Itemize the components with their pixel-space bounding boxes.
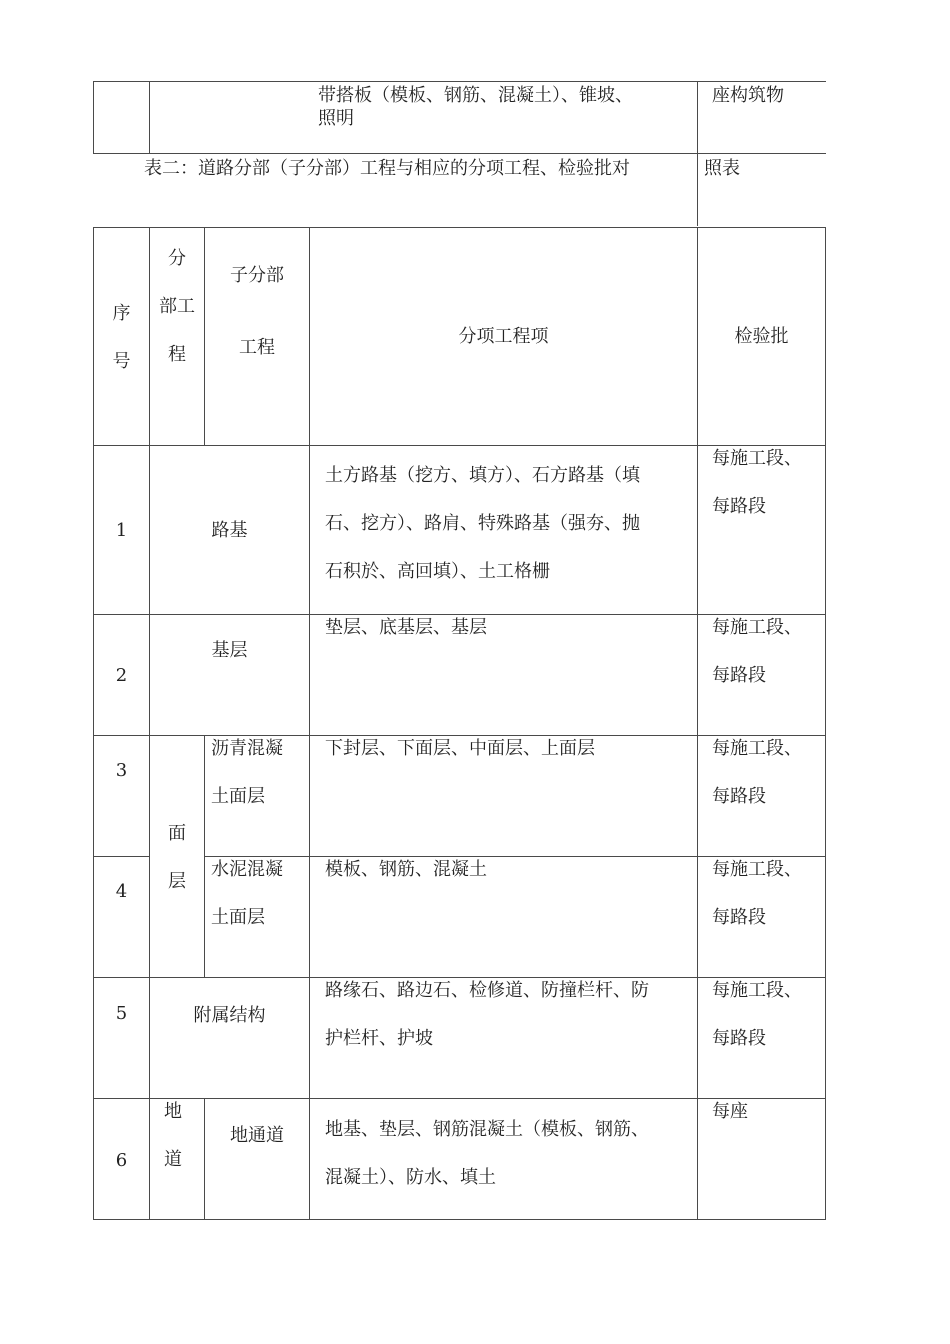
row-4-subdivision-line: 土面层 (211, 907, 265, 928)
row-3-batch-line: 每施工段、 (712, 738, 802, 759)
top-table-border-left (93, 81, 94, 154)
grid-line (825, 227, 826, 1220)
row-4-batch-line: 每施工段、 (712, 859, 802, 880)
division-char: 地 (164, 1101, 182, 1122)
row-3-batch (712, 725, 802, 821)
row-6-division (150, 1088, 196, 1184)
row-5-batch-line: 每施工段、 (712, 980, 802, 1001)
row-1-batch (712, 435, 802, 531)
row-1-seq: 1 (115, 520, 128, 541)
row-2-division: 基层 (211, 640, 248, 661)
table-caption-tail: 照表 (704, 158, 740, 179)
row-5-seq: 5 (115, 1003, 128, 1024)
row-6-items (325, 1106, 649, 1202)
grid-line (697, 227, 698, 1220)
grid-line (204, 735, 205, 978)
header-seq (94, 290, 149, 386)
row-1-batch-line: 每路段 (712, 496, 766, 517)
row-2-items (325, 604, 487, 652)
grid-line (309, 227, 310, 1220)
row-1-items (325, 452, 640, 596)
header-batch: 检验批 (734, 326, 789, 347)
row-5-division: 附属结构 (193, 1005, 266, 1026)
top-row-item-line2: 照明 (318, 108, 354, 129)
row-5-item-line: 路缘石、路边石、检修道、防撞栏杆、防 (325, 980, 649, 1001)
row-3-batch-line: 每路段 (712, 786, 766, 807)
grid-line (204, 1098, 205, 1220)
top-table-divider (149, 81, 150, 154)
row-5-items (325, 967, 649, 1063)
row-6-batch-line: 每座 (712, 1101, 748, 1122)
row-2-item-line: 垫层、底基层、基层 (325, 617, 487, 638)
row-4-subdivision-line: 水泥混凝 (211, 859, 283, 880)
row-5-batch (712, 967, 802, 1063)
row-3-subdivision-line: 沥青混凝 (211, 738, 283, 759)
header-item: 分项工程项 (458, 326, 549, 347)
row-5-item-line: 护栏杆、护坡 (325, 1028, 433, 1049)
row-6-item-line: 混凝土）、防水、填土 (325, 1167, 496, 1188)
division-char: 面 (168, 823, 186, 844)
row-6-subdivision: 地通道 (230, 1125, 284, 1146)
row-2-batch (712, 604, 802, 700)
top-table-border-top (93, 81, 826, 82)
row-1-batch-line: 每施工段、 (712, 448, 802, 469)
header-division-part: 分 (168, 248, 186, 269)
row-4-items (325, 846, 487, 894)
row-3-subdivision-line: 土面层 (211, 786, 265, 807)
row-5-batch-line: 每路段 (712, 1028, 766, 1049)
grid-line (93, 227, 826, 228)
row-3-item-line: 下封层、下面层、中面层、上面层 (325, 738, 595, 759)
header-division-part: 程 (168, 344, 186, 365)
row-2-batch-line: 每施工段、 (712, 617, 802, 638)
row-4-batch (712, 846, 802, 942)
header-subdivision-part: 工程 (239, 337, 275, 358)
row-1-item-line: 土方路基（挖方、填方）、石方路基（填 (325, 465, 640, 486)
top-row-batch: 座构筑物 (712, 85, 784, 106)
row-4-seq: 4 (115, 881, 128, 902)
row-6-seq: 6 (115, 1150, 128, 1171)
grid-line (93, 1219, 826, 1220)
header-seq-char: 序 (112, 303, 131, 324)
top-table-border-bottom (93, 153, 826, 154)
grid-line (93, 856, 150, 857)
header-division-part: 部工 (159, 296, 195, 317)
table-caption: 表二：道路分部（子分部）工程与相应的分项工程、检验批对 (144, 158, 630, 179)
header-subdivision (205, 252, 309, 372)
row-6-item-line: 地基、垫层、钢筋混凝土（模板、钢筋、 (325, 1119, 649, 1140)
row-1-item-line: 石积於、高回填）、土工格栅 (325, 561, 550, 582)
top-table-divider-batch (697, 81, 698, 226)
row-2-batch-line: 每路段 (712, 665, 766, 686)
row-3-seq: 3 (115, 760, 128, 781)
top-row-item-line1: 带搭板（模板、钢筋、混凝土）、锥坡、 (318, 85, 633, 106)
header-subdivision-part: 子分部 (230, 265, 284, 286)
row-3-items (325, 725, 595, 773)
division-char: 层 (168, 871, 186, 892)
row-4-batch-line: 每路段 (712, 907, 766, 928)
row-1-item-line: 石、挖方）、路肩、特殊路基（强夯、抛 (325, 513, 640, 534)
division-char: 道 (164, 1149, 182, 1170)
row-2-seq: 2 (115, 665, 128, 686)
row-1-division: 路基 (211, 520, 248, 541)
row-3-subdivision (211, 725, 283, 821)
row-4-subdivision (211, 846, 283, 942)
rows-3-4-division (150, 810, 204, 906)
row-4-item-line: 模板、钢筋、混凝土 (325, 859, 487, 880)
header-seq-char: 号 (112, 351, 131, 372)
row-6-batch (712, 1088, 748, 1136)
header-division (150, 235, 204, 379)
